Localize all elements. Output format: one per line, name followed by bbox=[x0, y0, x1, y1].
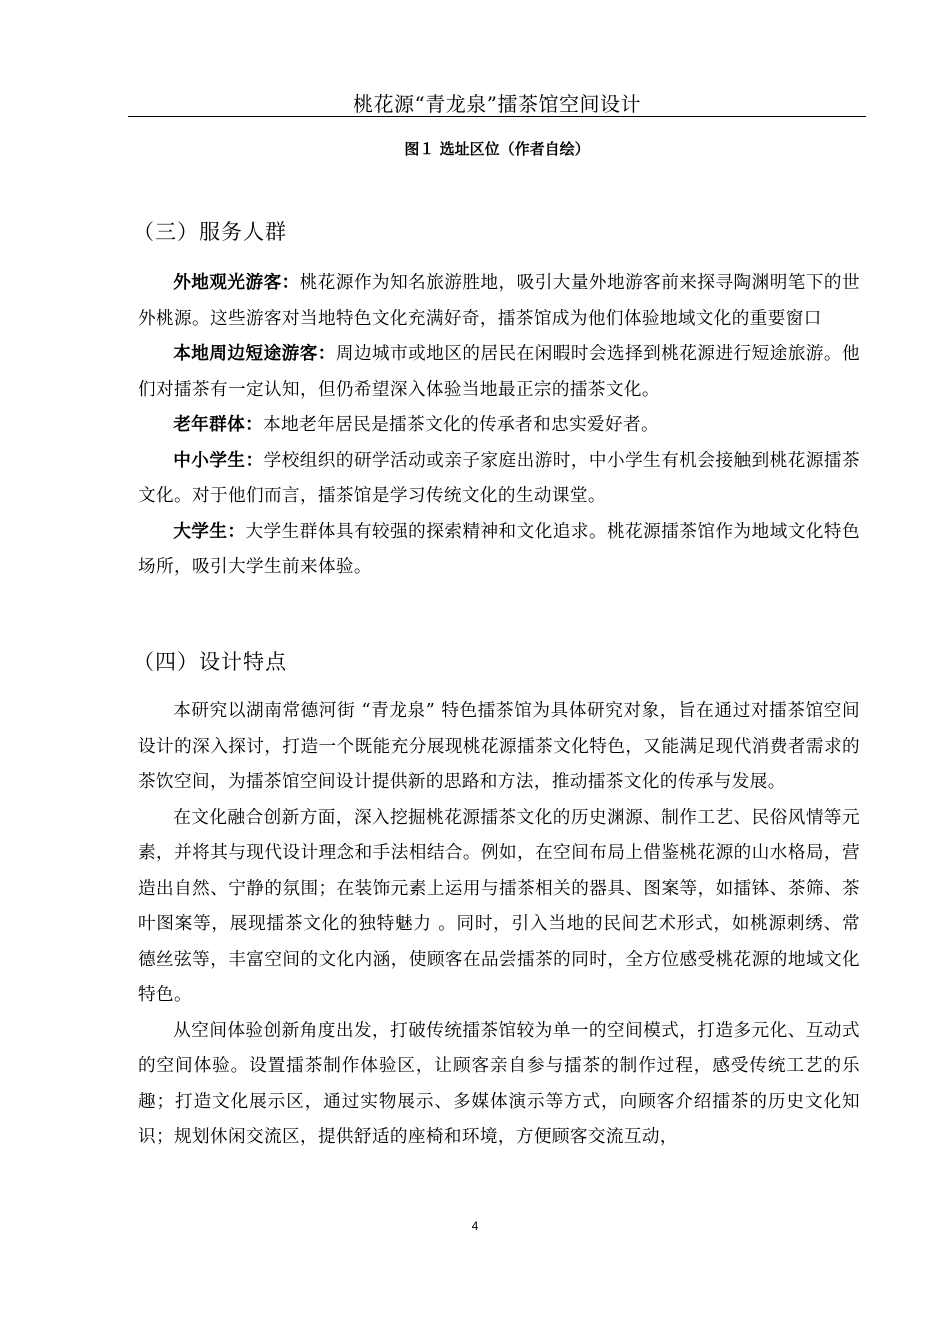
service-groups-body bbox=[138, 266, 860, 586]
service-group-text: 周边城市或地区的居民在闲暇时会选择到桃花源进行短途旅游。他们对擂茶有一定认知，但仍希望深入体验当地最正宗的擂茶文化。 bbox=[138, 344, 860, 400]
section-heading-design-features: （四）设计特点 bbox=[133, 650, 287, 674]
service-group-paragraph bbox=[138, 515, 860, 586]
header-rule bbox=[128, 116, 866, 117]
service-group-text: 桃花源作为知名旅游胜地，吸引大量外地游客前来探寻陶渊明笔下的世外桃源。这些游客对当地特色文化充满好奇，擂茶馆成为他们体验地域文化的重要窗口 bbox=[138, 273, 860, 329]
page-number: 4 bbox=[471, 1219, 479, 1233]
service-group-paragraph bbox=[138, 337, 860, 408]
service-group-lead: 本地周边短途游客： bbox=[173, 344, 336, 364]
service-group-lead: 老年群体： bbox=[173, 415, 264, 435]
service-group-text: 大学生群体具有较强的探索精神和文化追求。桃花源擂茶馆作为地域文化特色场所，吸引大学生前来体验。 bbox=[138, 521, 860, 577]
service-group-paragraph bbox=[138, 266, 860, 337]
service-group-lead: 中小学生： bbox=[173, 450, 264, 471]
service-group-text: 本地老年居民是擂茶文化的传承者和忠实爱好者。 bbox=[263, 415, 660, 435]
service-group-lead: 外地观光游客： bbox=[173, 273, 300, 293]
figure-caption: 图１ 选址区位（作者自绘） bbox=[404, 140, 590, 158]
running-header: 桃花源“青龙泉”擂茶馆空间设计 bbox=[353, 92, 641, 116]
service-group-paragraph bbox=[138, 444, 860, 515]
design-features-body bbox=[138, 694, 860, 1156]
service-group-paragraph bbox=[138, 408, 860, 444]
design-features-paragraph: 从空间体验创新角度出发，打破传统擂茶馆较为单一的空间模式，打造多元化、互动式的空间体验。设置擂茶制作体验区，让顾客亲自参与擂茶的制作过程，感受传统工艺的乐趣；打造文化展示区，通过实物展示、多媒体演示等方式，向顾客介绍擂茶的历史文化知识；规划休闲交流区，提供舒适的座椅和环境，方便顾客交流互动， bbox=[138, 1020, 860, 1147]
design-features-paragraph: 本研究以湖南常德河街 “青龙泉” 特色擂茶馆为具体研究对象，旨在通过对擂茶馆空间设计的深入探讨，打造一个既能充分展现桃花源擂茶文化特色，又能满足现代消费者需求的茶饮空间，为擂茶馆空间设计提供新的思路和方法，推动擂茶文化的传承与发展。 bbox=[138, 701, 860, 792]
service-group-text: 学校组织的研学活动或亲子家庭出游时，中小学生有机会接触到桃花源擂茶文化。对于他们而言，擂茶馆是学习传统文化的生动课堂。 bbox=[138, 450, 860, 506]
design-features-paragraph: 在文化融合创新方面，深入挖掘桃花源擂茶文化的历史渊源、制作工艺、民俗风情等元素，并将其与现代设计理念和手法相结合。例如，在空间布局上借鉴桃花源的山水格局，营造出自然、宁静的氛围；在装饰元素上运用与擂茶相关的器具、图案等，如擂钵、茶筛、茶叶图案等，展现擂茶文化的独特魅力 。同时，引入当地的民间艺术形式，如桃源刺绣、常德丝弦等，丰富空间的文化内涵，使顾客在品尝擂茶的同时，全方位感受桃花源的地域文化特色。 bbox=[138, 807, 860, 1005]
section-heading-service-groups: （三）服务人群 bbox=[133, 220, 287, 244]
service-group-lead: 大学生： bbox=[173, 521, 246, 542]
